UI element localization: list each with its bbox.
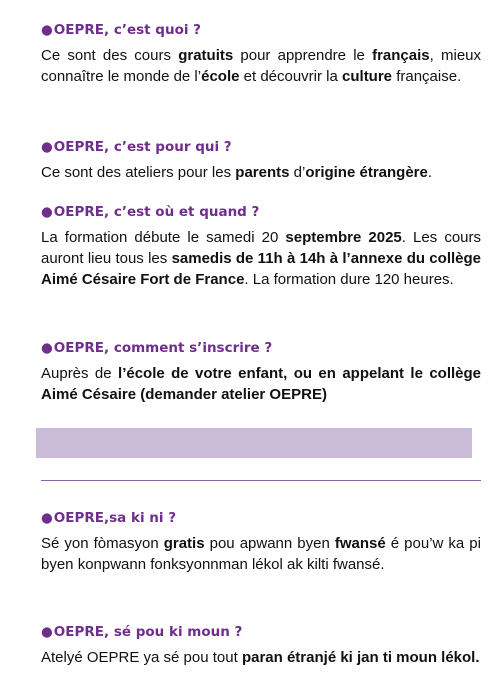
- body-text: pou apwann byen: [204, 535, 335, 552]
- bold-text: gratis: [163, 535, 205, 552]
- body-text: française.: [392, 68, 462, 85]
- divider-rule: [41, 480, 481, 481]
- bold-text: paran étranjé ki jan ti moun lékol.: [241, 649, 480, 666]
- section-paragraph: [41, 227, 481, 290]
- section-who: [41, 138, 481, 183]
- section-how-register: [41, 339, 481, 405]
- body-text: Auprès de: [41, 365, 119, 382]
- section-where-when: [41, 203, 481, 290]
- body-text: . Les cours auront lieu tous les: [41, 229, 482, 267]
- body-text: . La formation dure 120 heures.: [244, 271, 454, 288]
- body-text: Ce sont des ateliers pour les: [41, 164, 236, 181]
- body-text: Atelyé OEPRE ya sé pou tout: [41, 649, 242, 666]
- body-text: d’: [289, 164, 306, 181]
- section-sa-ki-ni: [41, 509, 481, 575]
- section-paragraph: [41, 363, 481, 405]
- body-text: , mieux connaître le monde de l’: [41, 47, 481, 85]
- divider-band: [36, 428, 472, 458]
- section-paragraph: [41, 162, 481, 183]
- bold-text: fwansé: [334, 535, 386, 552]
- section-heading: ●OEPRE, c’est pour qui ?: [41, 139, 232, 155]
- bold-text: gratuits: [178, 47, 234, 64]
- body-text: Sé yon fòmasyon: [41, 535, 164, 552]
- section-pou-ki-moun: [41, 623, 481, 668]
- section-heading: ●OEPRE, sé pou ki moun ?: [41, 624, 243, 640]
- section-paragraph: [41, 647, 481, 668]
- section-paragraph: [41, 533, 481, 575]
- section-heading: ●OEPRE, c’est où et quand ?: [41, 204, 260, 220]
- body-text: Ce sont des cours: [41, 47, 179, 64]
- bold-text: l’école de votre enfant, ou en appelant le collège Aimé Césaire (demander atelier OEPRE): [41, 365, 482, 403]
- body-text: .: [427, 164, 433, 181]
- section-heading: ●OEPRE,sa ki ni ?: [41, 510, 177, 526]
- section-what: [41, 21, 481, 87]
- bold-text: français: [372, 47, 430, 64]
- bold-text: école: [201, 68, 240, 85]
- bold-text: culture: [342, 68, 393, 85]
- section-heading: ●OEPRE, c’est quoi ?: [41, 22, 202, 38]
- bold-text: samedis de 11h à 14h à l’annexe du collège Aimé Césaire Fort de France: [41, 250, 481, 288]
- bold-text: origine étrangère: [305, 164, 428, 181]
- body-text: é pou’w ka pi byen konpwann fonksyonnman lékol ak kilti fwansé.: [41, 535, 481, 573]
- body-text: pour apprendre le: [233, 47, 373, 64]
- body-text: et découvrir la: [239, 68, 343, 85]
- section-paragraph: [41, 45, 481, 87]
- bold-text: septembre 2025: [285, 229, 402, 246]
- section-heading: ●OEPRE, comment s’inscrire ?: [41, 340, 273, 356]
- bold-text: parents: [235, 164, 290, 181]
- body-text: La formation débute le samedi 20: [41, 229, 286, 246]
